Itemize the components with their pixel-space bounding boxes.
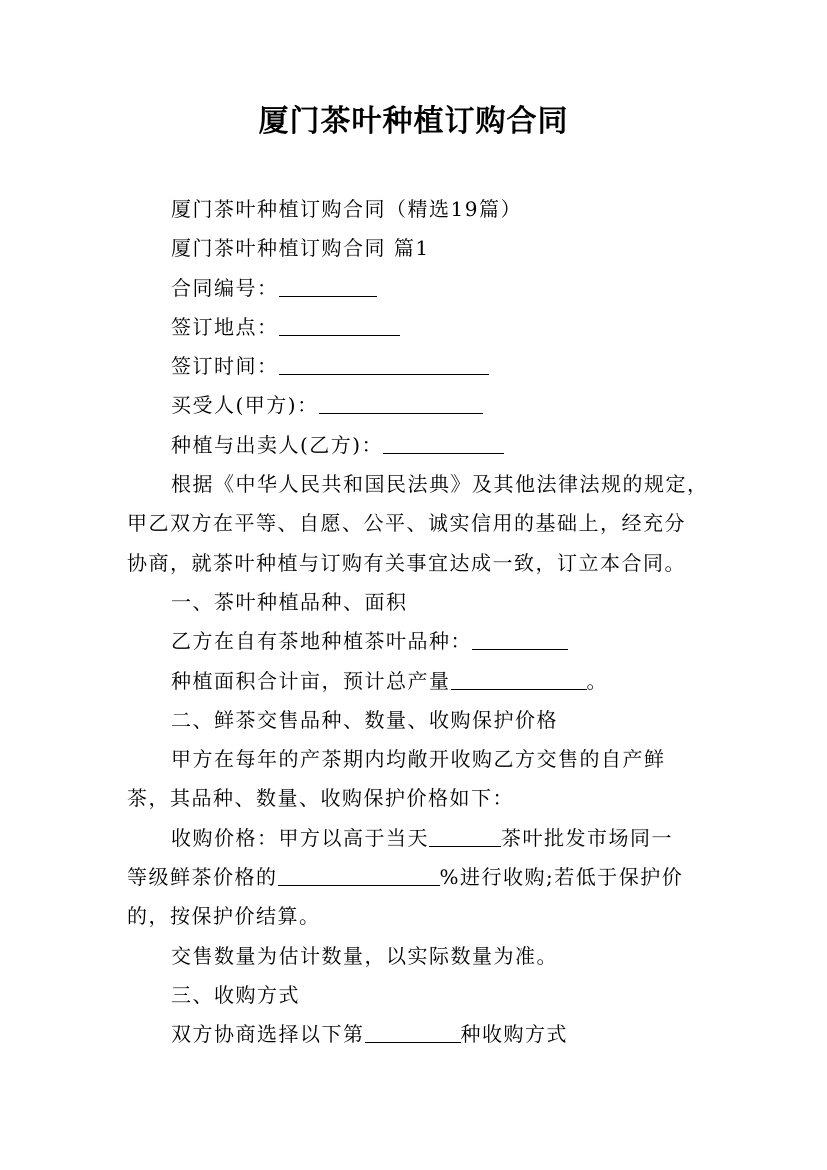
method-label: 双方协商选择以下第 — [171, 1022, 365, 1047]
signing-place-label: 签订地点： — [171, 314, 279, 339]
area-label: 种植面积合计亩，预计总产量 — [171, 668, 451, 693]
document-body — [127, 190, 717, 1055]
signing-time-label: 签订时间： — [171, 354, 279, 379]
purchase-line-2 — [127, 779, 717, 818]
purchase-text-2: 茶，其品种、数量、收购保护价格如下： — [127, 786, 514, 811]
subtitle-line — [127, 190, 717, 229]
variety-label: 乙方在自有茶地种植茶叶品种： — [171, 629, 472, 654]
section-1-heading-text: 一、茶叶种植品种、面积 — [171, 589, 408, 614]
area-end: 。 — [586, 668, 608, 693]
preamble-text-3: 协商，就茶叶种植与订购有关事宜达成一致，订立本合同。 — [127, 550, 686, 575]
purchase-line-1 — [127, 740, 717, 779]
preamble-line-3 — [127, 544, 717, 583]
preamble-text-1: 根据《中华人民共和国民法典》及其他法律法规的规定， — [171, 472, 709, 497]
method-line — [127, 1015, 717, 1054]
preamble-text-2: 甲乙双方在平等、自愿、公平、诚实信用的基础上，经充分 — [127, 511, 686, 536]
price-label: 收购价格：甲方以高于当天 — [171, 825, 429, 850]
percent-blank — [278, 865, 440, 886]
market-blank — [429, 826, 501, 847]
preamble-line-1 — [127, 465, 717, 504]
quantity-text: 交售数量为估计数量，以实际数量为准。 — [171, 943, 558, 968]
price-text-2b: %进行收购;若低于保护价 — [439, 865, 684, 890]
seller-blank — [383, 433, 504, 454]
signing-time-line — [127, 347, 717, 386]
signing-time-blank — [279, 354, 489, 375]
signing-place-blank — [279, 315, 400, 336]
signing-place-line — [127, 308, 717, 347]
buyer-label: 买受人(甲方)： — [171, 393, 319, 418]
subtitle-text: 厦门茶叶种植订购合同（精选19篇） — [171, 197, 522, 221]
price-line-1 — [127, 819, 717, 858]
section-3-heading-text: 三、收购方式 — [171, 982, 300, 1007]
variety-line — [127, 622, 717, 661]
price-line-2 — [127, 858, 717, 897]
preamble-line-2 — [127, 504, 717, 543]
section-1-heading — [127, 583, 717, 622]
chapter-heading — [127, 229, 717, 268]
section-2-heading — [127, 701, 717, 740]
contract-number-label: 合同编号： — [171, 275, 279, 300]
price-text-1: 茶叶批发市场同一 — [501, 825, 673, 850]
price-text-2a: 等级鲜茶价格的 — [127, 865, 278, 890]
quantity-line — [127, 937, 717, 976]
purchase-text-1: 甲方在每年的产茶期内均敞开收购乙方交售的自产鲜 — [171, 747, 666, 772]
contract-number-line — [127, 269, 717, 308]
document-title: 厦门茶叶种植订购合同 — [258, 104, 569, 139]
seller-label: 种植与出卖人(乙方)： — [171, 432, 384, 457]
buyer-line — [127, 386, 717, 425]
contract-number-blank — [279, 276, 377, 297]
variety-blank — [472, 629, 568, 650]
method-text: 种收购方式 — [460, 1022, 568, 1047]
section-3-heading — [127, 976, 717, 1015]
buyer-blank — [319, 393, 483, 414]
chapter-heading-text: 厦门茶叶种植订购合同 篇1 — [171, 236, 430, 261]
method-blank — [365, 1022, 461, 1043]
seller-line — [127, 426, 717, 465]
price-line-3 — [127, 897, 717, 936]
section-2-heading-text: 二、鲜茶交售品种、数量、收购保护价格 — [171, 707, 558, 732]
price-text-3: 的，按保护价结算。 — [127, 904, 321, 929]
area-line — [127, 662, 717, 701]
output-blank — [451, 669, 587, 690]
